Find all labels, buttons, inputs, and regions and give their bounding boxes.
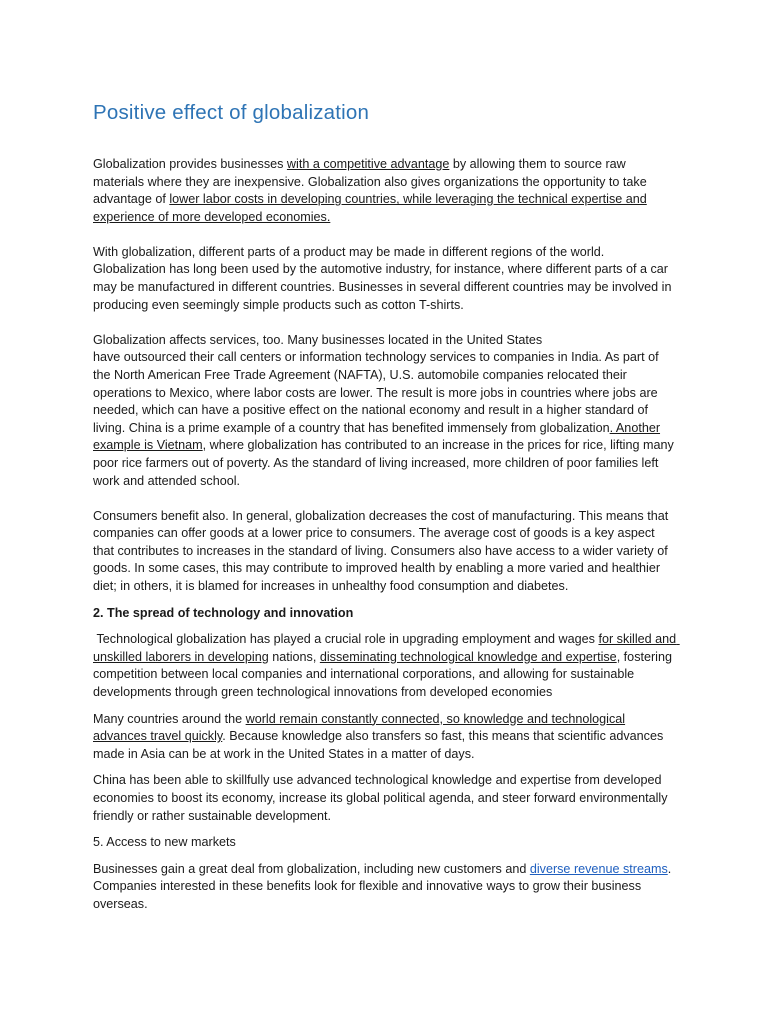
paragraph-product-parts: With globalization, different parts of a product may be made in different regions of the world. Globalization has long been used by the automotive industry, for instance, where different parts of a car may be manufactured in different countries. Businesses in several different countries may be involved in producing even seemingly simple products such as cotton T-shirts. bbox=[93, 244, 672, 312]
text-run: Globalization affects services, too. Many businesses located in the United States bbox=[93, 332, 543, 347]
underlined-text: disseminating technological knowledge and expertise bbox=[319, 649, 617, 664]
document-body bbox=[93, 100, 678, 913]
underlined-text: lower labor costs in developing countries, while leveraging the technical expertise and experience of more developed economies. bbox=[93, 192, 647, 224]
paragraph-new-markets bbox=[93, 861, 678, 914]
text-run: , fostering competition between local companies and international corporations, and allowing for sustainable developments through green technological innovations from developed economies bbox=[93, 649, 676, 699]
section-heading-markets: 5. Access to new markets bbox=[93, 835, 236, 850]
paragraph-consumers: Consumers benefit also. In general, globalization decreases the cost of manufacturing. This means that companies can offer goods at a lower price to consumers. The average cost of goods is a key aspect that contributes to increases in the standard of living. Consumers also have access to a wider variety of goods. In some cases, this may contribute to improved health by enabling a more varied and healthier diet; in others, it is blamed for increases in unhealthy food consumption and diabetes. bbox=[93, 508, 669, 593]
text-run: Technological globalization has played a crucial role in upgrading employment and wages bbox=[93, 632, 599, 647]
text-run: by allowing them to source raw materials where they are inexpensive. Globalization also gives organizations the opportunity to take advantage of bbox=[93, 157, 647, 207]
paragraph-china: China has been able to skillfully use advanced technological knowledge and expertise from developed economies to boost its economy, increase its global political agenda, and steer forward environmentally friendly or rather sustainable development. bbox=[93, 773, 668, 823]
underlined-text: for skilled and unskilled laborers in developing bbox=[93, 632, 680, 664]
underlined-text: world remain constantly connected, so knowledge and technological advances travel quickly bbox=[93, 711, 626, 744]
section-heading-technology: 2. The spread of technology and innovation bbox=[93, 605, 354, 620]
paragraph-competitive-advantage bbox=[93, 156, 678, 226]
page-title: Positive effect of globalization bbox=[93, 101, 370, 124]
paragraph-connected-countries bbox=[93, 711, 678, 764]
text-run: have outsourced their call centers or information technology services to companies in India. As part of the North American Free Trade Agreement (NAFTA), U.S. automobile companies relocated their operations to Mexico, where labor costs are lower. The result is more jobs in countries where jobs are needed, which can have a positive effect on the national economy and result in a higher standard of living. China is a prime example of a country that has benefited immensely from globalization bbox=[93, 350, 659, 435]
paragraph-technological-globalization bbox=[93, 631, 678, 701]
text-run: , where globalization has contributed to an increase in the prices for rice, lifting many poor rice farmers out of poverty. As the standard of living increased, more children of poor families left work and attended school. bbox=[93, 438, 674, 488]
text-run: . Because knowledge also transfers so fast, this means that scientific advances made in Asia can be at work in the United States in a matter of days. bbox=[93, 729, 664, 761]
paragraph-services bbox=[93, 332, 678, 490]
diverse-revenue-streams-link[interactable]: diverse revenue streams bbox=[529, 861, 668, 876]
text-run: Businesses gain a great deal from globalization, including new customers and bbox=[93, 861, 530, 876]
underlined-text: with a competitive advantage bbox=[286, 157, 450, 171]
text-run: nations, bbox=[268, 649, 320, 664]
underlined-text: . Another example is Vietnam bbox=[93, 420, 661, 453]
text-run: Globalization provides businesses bbox=[93, 157, 287, 171]
text-run: . Companies interested in these benefits look for flexible and innovative ways to grow their business overseas. bbox=[93, 861, 672, 911]
text-run: Many countries around the bbox=[93, 711, 246, 726]
